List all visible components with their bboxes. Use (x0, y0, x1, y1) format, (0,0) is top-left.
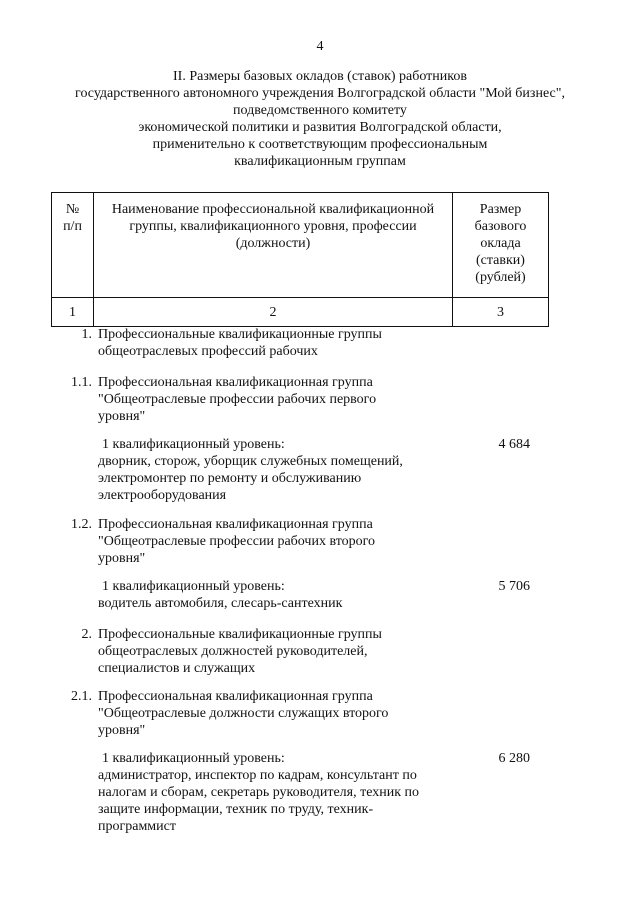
header-text: п/п (63, 219, 82, 234)
row-number: 1.1. (71, 375, 92, 390)
row-text-line: уровня" (98, 551, 146, 566)
heading-line: государственного автономного учреждения Волгоградской области "Мой бизнес", (75, 86, 565, 101)
header-text: (должности) (235, 236, 311, 251)
column-number-cell: 3 (453, 298, 549, 327)
header-text: Размер (479, 202, 522, 217)
row-text-line: администратор, инспектор по кадрам, консультант по (98, 768, 417, 783)
row-text-line: электрооборудования (98, 488, 227, 503)
row-text-line: электромонтер по ремонту и обслуживанию (98, 471, 362, 486)
column-number-cell: 2 (94, 298, 453, 327)
header-text: № (65, 202, 80, 217)
header-text: (ставки) (476, 253, 525, 268)
salary-table-header (51, 192, 549, 327)
heading-line: II. Размеры базовых окладов (ставок) работников (173, 69, 467, 84)
column-number-cell: 1 (52, 298, 94, 327)
salary-value: 4 684 (498, 437, 530, 452)
row-text (98, 578, 458, 612)
page-number: 4 (316, 39, 324, 54)
heading-line: квалификационным группам (234, 154, 406, 169)
row-text-line: Профессиональная квалификационная группа (98, 375, 373, 390)
row-text (98, 626, 458, 677)
heading-line: применительно к соответствующим профессиональным (152, 137, 488, 152)
header-cell-name (94, 193, 453, 298)
header-cell-number (52, 193, 94, 298)
row-text-line: дворник, сторож, уборщик служебных помещений, (98, 454, 403, 469)
row-text-line: Профессиональная квалификационная группа (98, 689, 373, 704)
row-text-line: защите информации, техник по труду, техник- (98, 802, 374, 817)
row-text-line: специалистов и служащих (98, 661, 256, 676)
row-text-line: 1 квалификационный уровень: (102, 751, 285, 766)
row-text-line: общеотраслевых должностей руководителей, (98, 644, 368, 659)
row-text (98, 374, 458, 425)
row-text-line: "Общеотраслевые профессии рабочих второго (98, 534, 376, 549)
header-text: группы, квалификационного уровня, профессии (129, 219, 417, 234)
row-text-line: программист (98, 819, 176, 834)
row-text-line: налогам и сборам, секретарь руководителя, техник по (98, 785, 420, 800)
salary-value: 5 706 (498, 579, 530, 594)
document-heading (40, 68, 600, 170)
row-text-line: водитель автомобиля, слесарь-сантехник (98, 596, 343, 611)
heading-line: подведомственного комитету (233, 103, 407, 118)
header-cell-salary (453, 193, 549, 298)
header-text: базового (474, 219, 527, 234)
row-text-line: Профессиональная квалификационная группа (98, 517, 373, 532)
row-text-line: уровня" (98, 409, 146, 424)
row-number: 2.1. (71, 689, 92, 704)
header-text: Наименование профессиональной квалификационной (111, 202, 435, 217)
row-text (98, 688, 458, 739)
row-text-line: "Общеотраслевые профессии рабочих первого (98, 392, 377, 407)
row-text-line: "Общеотраслевые должности служащих второго (98, 706, 389, 721)
heading-line: экономической политики и развития Волгоградской области, (138, 120, 502, 135)
row-text (98, 326, 458, 360)
row-text-line: уровня" (98, 723, 146, 738)
row-text (98, 750, 458, 835)
row-number: 2. (81, 627, 92, 642)
row-text (98, 436, 458, 504)
row-number: 1.2. (71, 517, 92, 532)
row-number: 1. (81, 327, 92, 342)
header-text: оклада (480, 236, 521, 251)
row-text-line: общеотраслевых профессий рабочих (98, 344, 318, 359)
row-text-line: 1 квалификационный уровень: (102, 579, 285, 594)
header-text: (рублей) (475, 270, 526, 285)
row-text-line: 1 квалификационный уровень: (102, 437, 285, 452)
salary-value: 6 280 (498, 751, 530, 766)
row-text-line: Профессиональные квалификационные группы (98, 327, 382, 342)
row-text (98, 516, 458, 567)
row-text-line: Профессиональные квалификационные группы (98, 627, 382, 642)
